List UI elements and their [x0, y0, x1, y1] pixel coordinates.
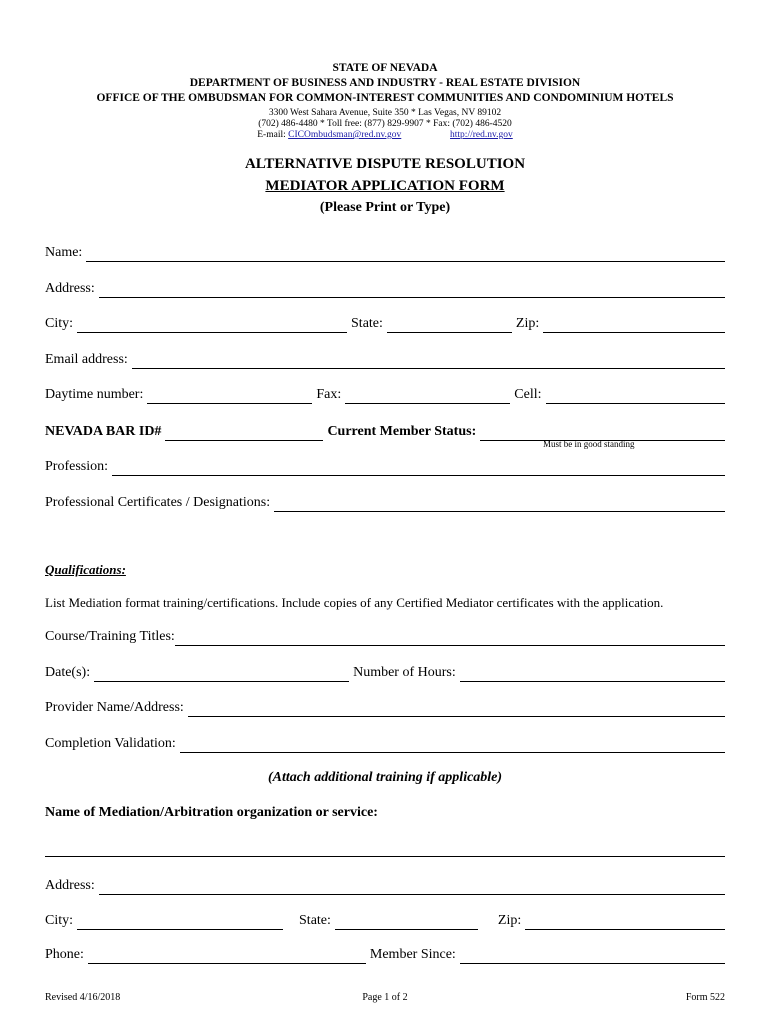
address-row: [45, 278, 725, 298]
dates-row: [45, 662, 725, 682]
provider-label: Provider Name/Address:: [45, 700, 184, 715]
org-zip-label: Zip:: [497, 913, 522, 928]
course-field[interactable]: [175, 629, 725, 646]
profession-label: Profession:: [45, 459, 108, 474]
email-label: E-mail:: [257, 130, 286, 140]
org-address-row: [45, 875, 725, 895]
daytime-label: Daytime number:: [45, 387, 144, 402]
city-field[interactable]: [77, 316, 347, 333]
course-label: Course/Training Titles:: [45, 629, 175, 644]
header-address: 3300 West Sahara Avenue, Suite 350 * Las Vegas, NV 89102: [268, 108, 502, 118]
hours-label: Number of Hours:: [353, 665, 456, 680]
profession-row: [45, 456, 725, 476]
profession-field[interactable]: [112, 459, 725, 476]
certificates-row: [45, 492, 725, 512]
phone-row: [45, 384, 725, 404]
email-address-field[interactable]: [132, 352, 725, 369]
state-field[interactable]: [387, 316, 512, 333]
member-since-field[interactable]: [460, 947, 725, 964]
daytime-field[interactable]: [147, 387, 312, 404]
org-zip-field[interactable]: [525, 913, 725, 930]
org-city-field[interactable]: [77, 913, 283, 930]
org-state-field[interactable]: [335, 913, 478, 930]
org-address-field[interactable]: [99, 878, 725, 895]
member-since-label: Member Since:: [369, 947, 456, 962]
provider-field[interactable]: [188, 700, 725, 717]
dates-label: Date(s):: [45, 665, 91, 680]
certificates-label: Professional Certificates / Designations:: [45, 495, 271, 510]
form-instruction: (Please Print or Type): [319, 200, 451, 215]
form-title: ALTERNATIVE DISPUTE RESOLUTION: [244, 156, 526, 172]
header-office: OFFICE OF THE OMBUDSMAN FOR COMMON-INTEREST COMMUNITIES AND CONDOMINIUM HOTELS: [96, 92, 674, 104]
zip-field[interactable]: [543, 316, 725, 333]
cell-field[interactable]: [546, 387, 726, 404]
organization-name-field[interactable]: [45, 840, 725, 857]
org-city-row: [45, 910, 725, 930]
hours-field[interactable]: [460, 665, 725, 682]
provider-row: [45, 697, 725, 717]
header-state: STATE OF NEVADA: [332, 62, 438, 74]
fax-label: Fax:: [316, 387, 342, 402]
address-label: Address:: [45, 281, 95, 296]
email-address-label: Email address:: [45, 352, 128, 367]
city-label: City:: [45, 316, 74, 331]
completion-row: [45, 733, 725, 753]
org-address-label: Address:: [45, 878, 95, 893]
footer-form: Form 522: [685, 992, 725, 1003]
certificates-field[interactable]: [274, 495, 725, 512]
completion-label: Completion Validation:: [45, 736, 176, 751]
state-label: State:: [351, 316, 383, 331]
address-field[interactable]: [99, 281, 725, 298]
course-row: [45, 626, 725, 646]
dates-field[interactable]: [94, 665, 349, 682]
organization-heading: Name of Mediation/Arbitration organization or service:: [45, 805, 378, 820]
org-phone-label: Phone:: [45, 947, 84, 962]
org-city-label: City:: [45, 913, 74, 928]
org-phone-row: [45, 944, 725, 964]
qualifications-instructions: List Mediation format training/certifications. Include copies of any Certified Mediator certificates with the application.: [45, 595, 664, 610]
form-subtitle: MEDIATOR APPLICATION FORM: [265, 178, 505, 194]
bar-id-field[interactable]: [165, 424, 323, 441]
name-label: Name:: [45, 245, 83, 260]
name-row: [45, 242, 725, 262]
bar-id-label: NEVADA BAR ID#: [45, 424, 162, 439]
member-status-note: Must be in good standing: [543, 439, 635, 449]
header-contact: [0, 130, 770, 140]
name-field[interactable]: [86, 245, 725, 262]
qualifications-heading: Qualifications:: [45, 562, 126, 577]
member-status-label: Current Member Status:: [327, 424, 477, 439]
website-link[interactable]: http://red.nv.gov: [450, 130, 513, 140]
cell-label: Cell:: [514, 387, 542, 402]
completion-field[interactable]: [180, 736, 725, 753]
org-state-label: State:: [299, 913, 331, 928]
email-row: [45, 349, 725, 369]
fax-field[interactable]: [345, 387, 510, 404]
email-link[interactable]: CICOmbudsman@red.nv.gov: [288, 130, 402, 140]
header-phones: (702) 486-4480 * Toll free: (877) 829-9907 * Fax: (702) 486-4520: [258, 119, 512, 129]
footer-page: Page 1 of 2: [362, 992, 408, 1003]
zip-label: Zip:: [515, 316, 540, 331]
header-department: DEPARTMENT OF BUSINESS AND INDUSTRY - REAL ESTATE DIVISION: [189, 77, 581, 89]
attach-note: (Attach additional training if applicable): [267, 770, 503, 785]
org-phone-field[interactable]: [88, 947, 366, 964]
bar-row: [45, 421, 725, 441]
footer-revised: Revised 4/16/2018: [45, 992, 121, 1003]
city-row: [45, 313, 725, 333]
